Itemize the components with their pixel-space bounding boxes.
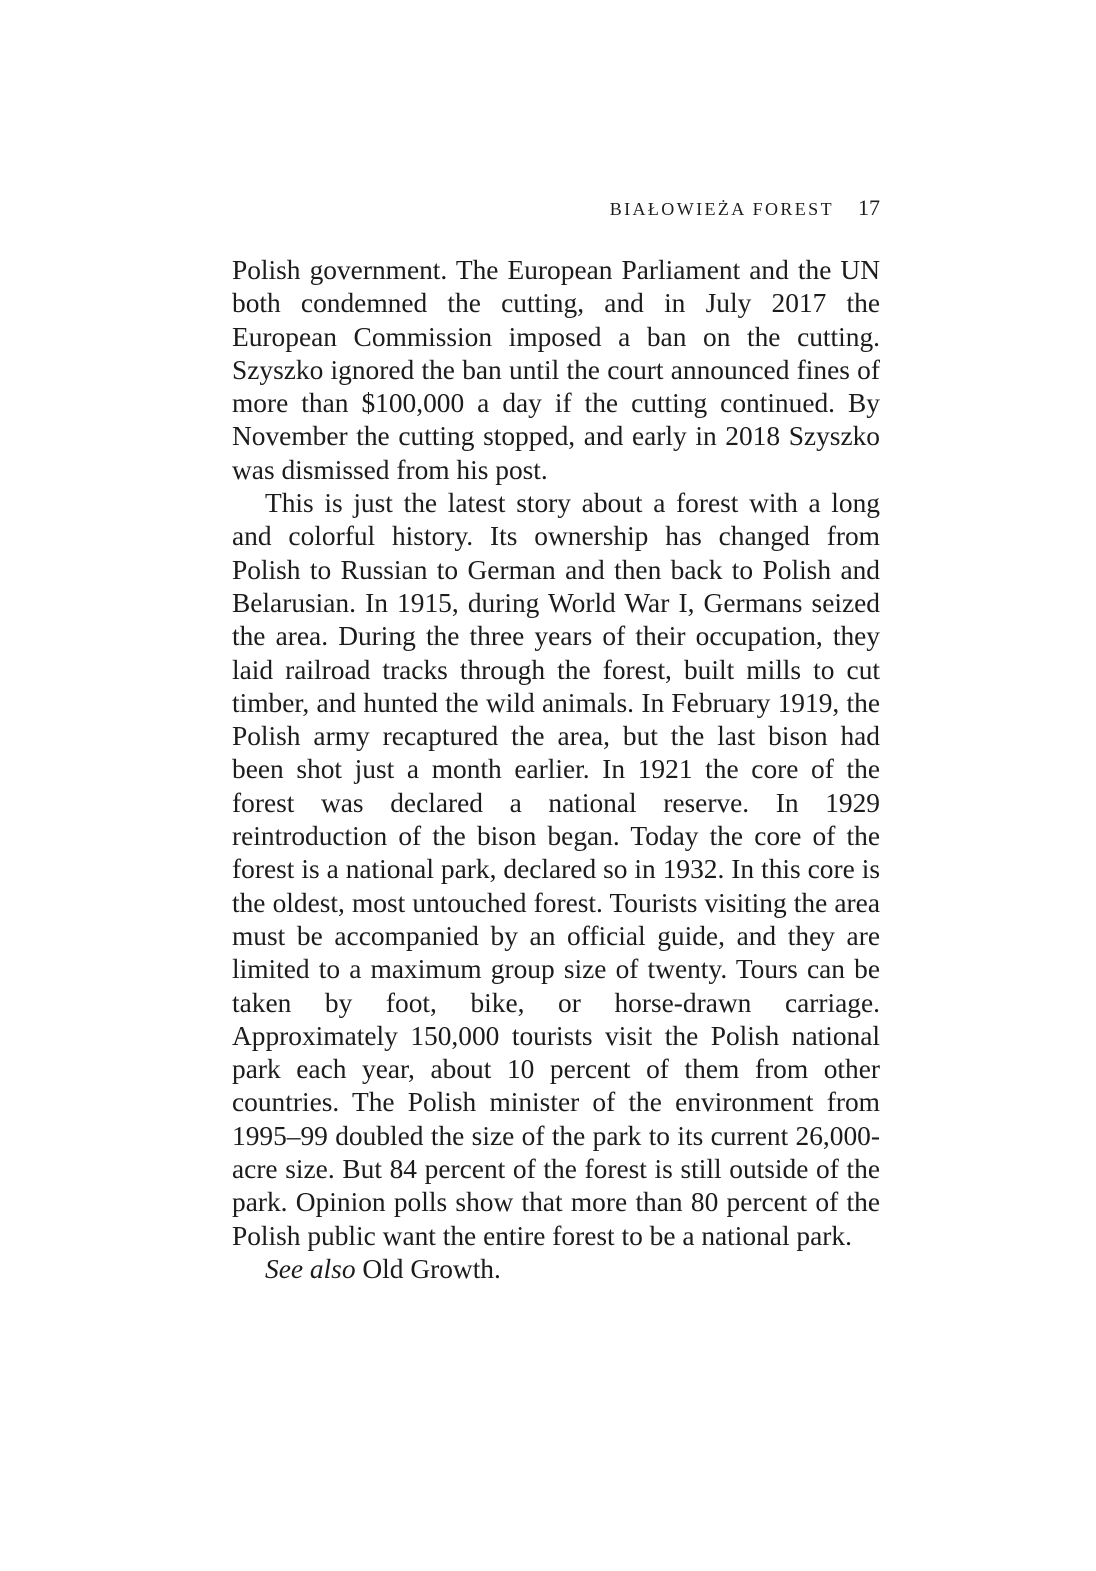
cross-reference-target: Old Growth.: [362, 1253, 501, 1284]
cross-reference-label: See also: [265, 1253, 356, 1284]
running-head: [232, 194, 880, 223]
running-head-title: BIAŁOWIEŻA FOREST: [609, 199, 834, 219]
body-text: [232, 254, 880, 1286]
paragraph-continuation: Polish government. The European Parliament and the UN both condemned the cutting, and in July 2017 the European Commission imposed a ban on the cutting. Szyszko ignored the ban until the court announced fines of more than $100,000 a day if the cutting continued. By November the cutting stopped, and early in 2018 Szyszko was dismissed from his post.: [232, 255, 880, 485]
page-number: 17: [858, 195, 880, 220]
cross-reference: [232, 1253, 880, 1286]
paragraph-forest-history: This is just the latest story about a forest with a long and colorful history. Its ownership has changed from Polish to Russian to German and then back to Polish and Belarusian. In 1915, during World War I, Germans seized the area. During the three years of their occupation, they laid railroad tracks through the forest, built mills to cut timber, and hunted the wild animals. In February 1919, the Polish army recaptured the area, but the last bison had been shot just a month earlier. In 1921 the core of the forest was declared a national reserve. In 1929 reintroduction of the bison began. Today the core of the forest is a national park, declared so in 1932. In this core is the oldest, most untouched forest. Tourists visiting the area must be accompanied by an official guide, and they are limited to a maximum group size of twenty. Tours can be taken by foot, bike, or horse-drawn carriage. Approximately 150,000 tourists visit the Polish national park each year, about 10 percent of them from other countries. The Polish minister of the environment from 1995–99 doubled the size of the park to its current 26,000-acre size. But 84 percent of the forest is still outside of the park. Opinion polls show that more than 80 percent of the Polish public want the entire forest to be a national park.: [232, 488, 880, 1251]
